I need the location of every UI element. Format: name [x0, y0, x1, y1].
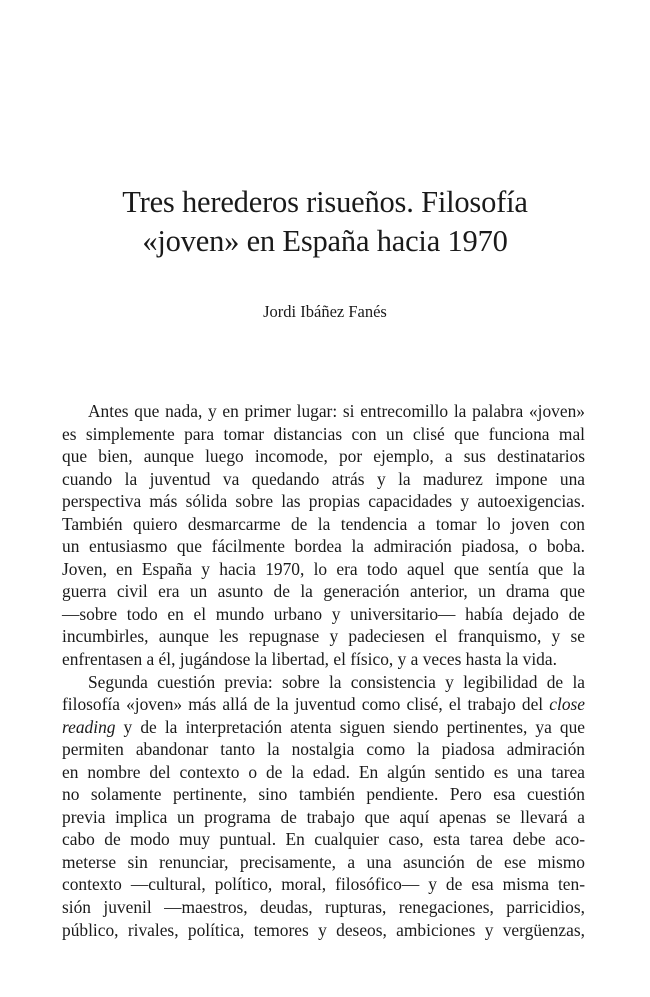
text-line: es simplemente para tomar distancias con un clisé que funciona mal: [62, 423, 585, 444]
chapter-title-line-1: Tres herederos risueños. Filosofía: [122, 185, 528, 219]
chapter-author: Jordi Ibáñez Fanés: [263, 302, 387, 321]
text-line: previa implica un programa de trabajo que aquí apenas se llevará a: [62, 806, 585, 827]
text-line: en nombre del contexto o de la edad. En algún sentido es una tarea: [62, 761, 585, 782]
chapter-title-line-2: «joven» en España hacia 1970: [142, 224, 508, 258]
text-line: meterse sin renunciar, precisamente, a una asunción de ese mismo: [62, 851, 585, 872]
text-line: público, rivales, política, temores y deseos, ambiciones y vergüenzas,: [62, 919, 585, 940]
text-line: Joven, en España y hacia 1970, lo era todo aquel que sentía que la: [62, 558, 585, 579]
text-line: [62, 693, 585, 716]
text-line: contexto —cultural, político, moral, filosófico— y de esa misma ten-: [62, 874, 585, 895]
text-line: guerra civil era un asunto de la generación anterior, un drama que: [62, 581, 585, 602]
text-line: permiten abandonar tanto la nostalgia como la piadosa admiración: [62, 739, 585, 760]
text-line: sión juvenil —maestros, deudas, rupturas, renegaciones, parricidios,: [62, 897, 585, 918]
text-line: También quiero desmarcarme de la tendencia a tomar lo joven con: [62, 513, 585, 534]
text-line: enfrentasen a él, jugándose la libertad, el físico, y a veces hasta la vida.: [62, 649, 557, 670]
text-line: Segunda cuestión previa: sobre la consistencia y legibilidad de la: [88, 671, 585, 692]
text-line: perspectiva más sólida sobre las propias capacidades y autoexigencias.: [62, 491, 585, 512]
body-text: [62, 400, 585, 941]
text-line: un entusiasmo que fácilmente bordea la admiración piadosa, o boba.: [62, 536, 585, 557]
italic-phrase: reading: [62, 716, 116, 737]
text-line: [62, 716, 585, 739]
text-line: que bien, aunque luego incomode, por ejemplo, a sus destinatarios: [62, 446, 585, 467]
italic-phrase: close: [549, 694, 585, 715]
text-line: cabo de modo muy puntual. En cualquier caso, esta tarea debe aco-: [62, 829, 585, 850]
text-segment: y de la interpretación atenta siguen siendo pertinentes, ya que: [115, 716, 585, 737]
text-segment: filosofía «joven» más allá de la juventud como clisé, el trabajo del: [62, 694, 550, 715]
text-line: incumbirles, aunque les repugnase y padeciesen el franquismo, y se: [62, 626, 585, 647]
text-line: Antes que nada, y en primer lugar: si entrecomillo la palabra «joven»: [88, 401, 585, 421]
chapter-title: [60, 183, 590, 261]
text-line: —sobre todo en el mundo urbano y universitario— había dejado de: [62, 603, 585, 624]
text-line: cuando la juventud va quedando atrás y la madurez impone una: [62, 468, 585, 489]
text-line: no solamente pertinente, sino también pendiente. Pero esa cuestión: [62, 784, 585, 805]
